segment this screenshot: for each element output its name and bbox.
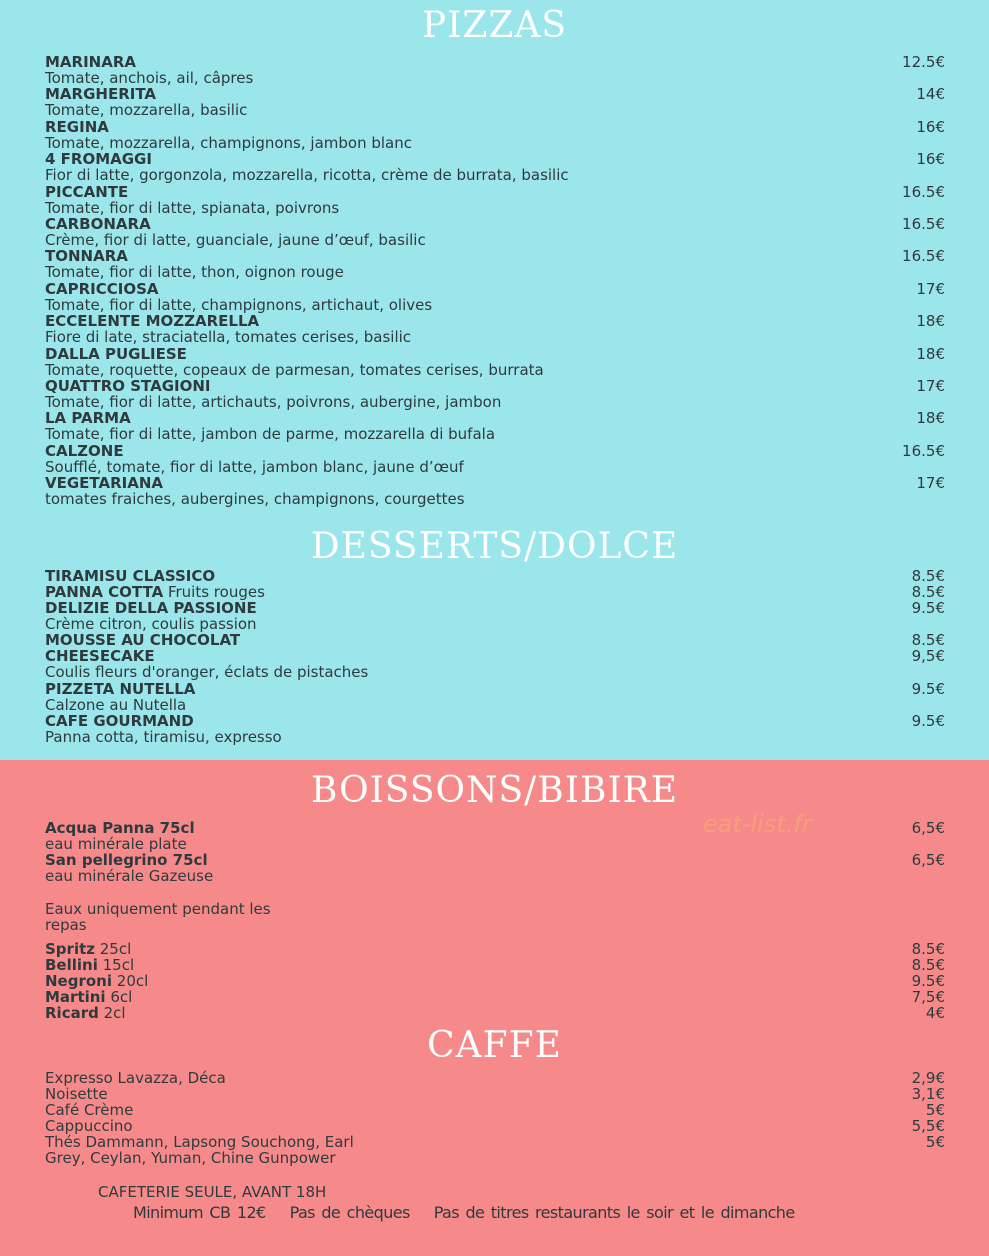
item-price: 14€	[916, 85, 945, 103]
item-desc: Fruits rouges	[167, 583, 265, 601]
item-price: 6,5€	[911, 819, 945, 837]
item-desc: tomates fraiches, aubergines, champignons, courgettes	[45, 490, 465, 508]
item-name: CALZONE	[45, 442, 124, 460]
item-price: 2,9€	[911, 1069, 945, 1087]
menu-item	[45, 584, 945, 600]
item-desc: Calzone au Nutella	[45, 696, 187, 714]
item-name: DELIZIE DELLA PASSIONE	[45, 599, 257, 617]
item-name: Cappuccino	[45, 1117, 133, 1135]
menu-item	[45, 852, 945, 884]
cafeteria-notice: CAFETERIE SEULE, AVANT 18H	[98, 1183, 327, 1201]
item-desc: Fiore di late, straciatella, tomates cerises, basilic	[45, 328, 412, 346]
water-note	[45, 901, 945, 933]
menu-item	[45, 941, 945, 957]
item-name: TONNARA	[45, 247, 128, 265]
menu-item	[45, 1086, 945, 1102]
item-desc: Tomate, fior di latte, thon, oignon rouge	[45, 263, 344, 281]
menu-item	[45, 54, 945, 86]
item-price: 8.5€	[911, 583, 945, 601]
watermark-text: eat-list.fr	[703, 810, 812, 838]
menu-item	[45, 443, 945, 475]
item-desc: Tomate, mozzarella, champignons, jambon blanc	[45, 134, 412, 152]
item-price: 5€	[925, 1101, 945, 1119]
menu-item	[45, 378, 945, 410]
payment-notice	[133, 1203, 819, 1222]
menu-item	[45, 820, 945, 852]
item-name: Thés Dammann, Lapsong Souchong, Earl	[45, 1133, 354, 1151]
item-desc: eau minérale Gazeuse	[45, 867, 214, 885]
item-price: 5,5€	[911, 1117, 945, 1135]
item-name: CAFE GOURMAND	[45, 712, 194, 730]
item-name: CAPRICCIOSA	[45, 280, 159, 298]
menu-item	[45, 1005, 945, 1021]
menu-item	[45, 248, 945, 280]
menu-item	[45, 313, 945, 345]
item-name: MARGHERITA	[45, 85, 157, 103]
item-price: 17€	[916, 377, 945, 395]
item-price: 5€	[925, 1133, 945, 1151]
item-size: 20cl	[116, 972, 149, 990]
item-price: 17€	[916, 474, 945, 492]
item-price: 16.5€	[902, 183, 945, 201]
item-name: QUATTRO STAGIONI	[45, 377, 211, 395]
menu-item	[45, 216, 945, 248]
menu-item	[45, 713, 945, 745]
item-size: 25cl	[99, 940, 132, 958]
menu-item	[45, 632, 945, 648]
item-price: 8.5€	[911, 631, 945, 649]
menu-item	[45, 119, 945, 151]
item-price: 16€	[916, 150, 945, 168]
menu-item	[45, 475, 945, 507]
menu-item	[45, 151, 945, 183]
item-name: Ricard	[45, 1004, 99, 1022]
item-price: 9.5€	[911, 680, 945, 698]
item-size: 2cl	[103, 1004, 126, 1022]
item-price: 7,5€	[911, 988, 945, 1006]
item-price: 6,5€	[911, 851, 945, 869]
item-desc: Tomate, fior di latte, champignons, artichaut, olives	[45, 296, 433, 314]
menu-item	[45, 1102, 945, 1118]
item-desc: Coulis fleurs d'oranger, éclats de pistaches	[45, 663, 369, 681]
note-line: Eaux uniquement pendant les	[45, 900, 271, 918]
menu-item	[45, 1150, 945, 1166]
item-name: PANNA COTTA	[45, 583, 164, 601]
item-price: 9.5€	[911, 972, 945, 990]
menu-item	[45, 281, 945, 313]
item-desc: Panna cotta, tiramisu, expresso	[45, 728, 282, 746]
menu-item	[45, 86, 945, 118]
menu-item	[45, 989, 945, 1005]
pizzas-heading: PIZZAS	[421, 5, 568, 46]
menu-item	[45, 410, 945, 442]
menu-item	[45, 681, 945, 713]
item-price: 18€	[916, 345, 945, 363]
item-price: 9.5€	[911, 599, 945, 617]
item-desc: Crème, fior di latte, guanciale, jaune d’œuf, basilic	[45, 231, 426, 249]
item-desc: Tomate, roquette, copeaux de parmesan, tomates cerises, burrata	[45, 361, 544, 379]
item-name: Acqua Panna 75cl	[45, 819, 195, 837]
item-name: San pellegrino 75cl	[45, 851, 208, 869]
item-price: 16€	[916, 118, 945, 136]
item-price: 16.5€	[902, 215, 945, 233]
item-name: Martini	[45, 988, 106, 1006]
menu-item	[45, 648, 945, 680]
item-name: Negroni	[45, 972, 112, 990]
item-name: Spritz	[45, 940, 95, 958]
menu-item	[45, 184, 945, 216]
no-cheques-text: Pas de chèques	[289, 1203, 410, 1222]
item-name: Noisette	[45, 1085, 108, 1103]
item-name: Expresso Lavazza, Déca	[45, 1069, 226, 1087]
menu-item	[45, 1134, 945, 1150]
menu-item	[45, 1118, 945, 1134]
item-desc: Crème citron, coulis passion	[45, 615, 257, 633]
minimum-card-text: Minimum CB 12€	[133, 1203, 266, 1222]
item-price: 18€	[916, 409, 945, 427]
item-price: 8.5€	[911, 567, 945, 585]
item-name: DALLA PUGLIESE	[45, 345, 187, 363]
item-desc: eau minérale plate	[45, 835, 187, 853]
item-name: Café Crème	[45, 1101, 134, 1119]
item-desc: Tomate, fior di latte, spianata, poivrons	[45, 199, 340, 217]
item-price: 4€	[925, 1004, 945, 1022]
item-name: TIRAMISU CLASSICO	[45, 567, 216, 585]
item-desc: Tomate, fior di latte, artichauts, poivrons, aubergine, jambon	[45, 393, 502, 411]
menu-item	[45, 973, 945, 989]
note-line: repas	[45, 916, 87, 934]
item-desc: Tomate, anchois, ail, câpres	[45, 69, 254, 87]
menu-item	[45, 600, 945, 632]
item-price: 17€	[916, 280, 945, 298]
item-name: PIZZETA NUTELLA	[45, 680, 196, 698]
caffe-heading: CAFFE	[427, 1025, 562, 1066]
item-price: 8.5€	[911, 956, 945, 974]
item-name: Bellini	[45, 956, 98, 974]
item-desc: Fior di latte, gorgonzola, mozzarella, ricotta, crème de burrata, basilic	[45, 166, 569, 184]
item-name: 4 FROMAGGI	[45, 150, 152, 168]
item-name: LA PARMA	[45, 409, 131, 427]
item-price: 16.5€	[902, 247, 945, 265]
item-price: 9,5€	[911, 647, 945, 665]
item-size: 15cl	[102, 956, 135, 974]
desserts-heading: DESSERTS/DOLCE	[310, 526, 679, 567]
item-price: 12.5€	[902, 53, 945, 71]
menu-item	[45, 1070, 945, 1086]
item-desc: Tomate, fior di latte, jambon de parme, mozzarella di bufala	[45, 425, 496, 443]
item-name: CARBONARA	[45, 215, 151, 233]
menu-item	[45, 957, 945, 973]
boissons-heading: BOISSONS/BIBIRE	[310, 770, 679, 811]
item-name: Grey, Ceylan, Yuman, Chine Gunpower	[45, 1149, 336, 1167]
item-price: 9.5€	[911, 712, 945, 730]
item-price: 18€	[916, 312, 945, 330]
item-price: 16.5€	[902, 442, 945, 460]
item-size: 6cl	[110, 988, 133, 1006]
item-name: VEGETARIANA	[45, 474, 163, 492]
item-name: ECCELENTE MOZZARELLA	[45, 312, 260, 330]
item-price: 8.5€	[911, 940, 945, 958]
item-name: MARINARA	[45, 53, 136, 71]
item-desc: Tomate, mozzarella, basilic	[45, 101, 248, 119]
item-name: REGINA	[45, 118, 109, 136]
item-desc: Soufflé, tomate, fior di latte, jambon blanc, jaune d’œuf	[45, 458, 464, 476]
menu-item	[45, 346, 945, 378]
item-name: PICCANTE	[45, 183, 129, 201]
no-meal-vouchers-text: Pas de titres restaurants le soir et le dimanche	[433, 1203, 795, 1222]
menu-item	[45, 568, 945, 584]
item-price: 3,1€	[911, 1085, 945, 1103]
item-name: MOUSSE AU CHOCOLAT	[45, 631, 241, 649]
item-name: CHEESECAKE	[45, 647, 155, 665]
